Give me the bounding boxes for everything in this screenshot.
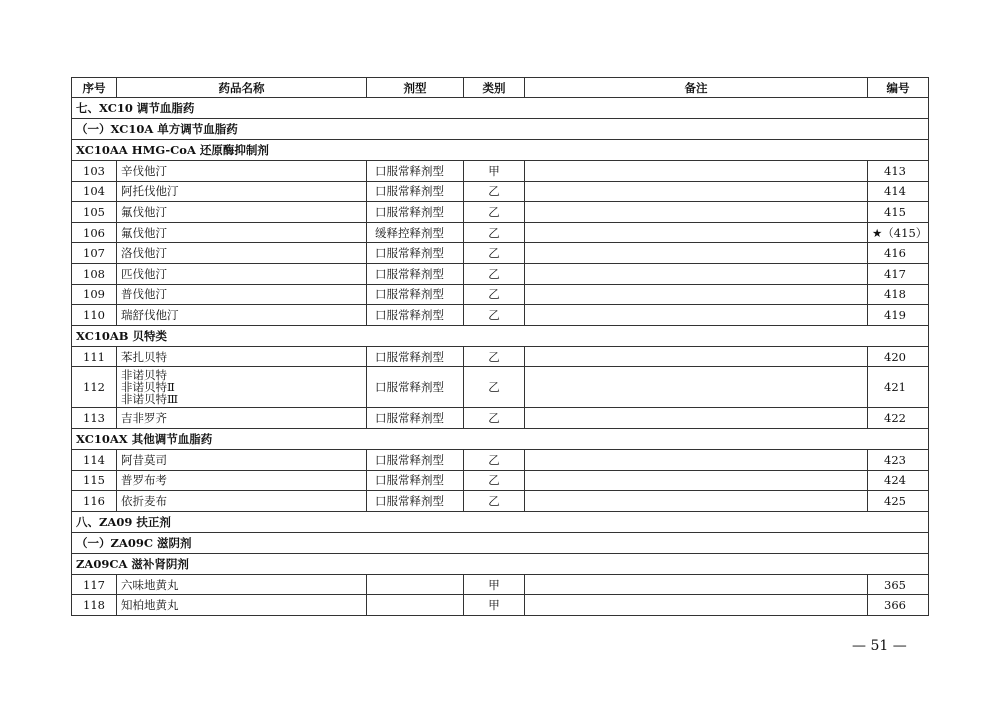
remarks (525, 595, 868, 616)
drug-code: 365 (868, 574, 929, 595)
header-name: 药品名称 (117, 78, 367, 98)
row-number: 104 (72, 181, 117, 202)
section-row (72, 325, 929, 346)
remarks (525, 470, 868, 491)
drug-name-line: 依折麦布 (121, 493, 167, 508)
drug-name-line: 非诺贝特Ⅲ (121, 392, 179, 407)
table-row (72, 284, 929, 305)
drug-name (117, 367, 367, 408)
row-number: 118 (72, 595, 117, 616)
table-row (72, 222, 929, 243)
drug-category: 乙 (464, 491, 525, 512)
drug-name-line: 辛伐他汀 (121, 163, 167, 178)
remarks (525, 263, 868, 284)
row-number: 106 (72, 222, 117, 243)
drug-code: 416 (868, 243, 929, 264)
row-number: 114 (72, 449, 117, 470)
drug-name-line: 氟伐他汀 (121, 225, 167, 240)
table-row (72, 305, 929, 326)
drug-name-line: 普伐他汀 (121, 287, 167, 302)
page-number: — 51 — (852, 638, 907, 654)
table-row (72, 263, 929, 284)
drug-name (117, 408, 367, 429)
row-number: 108 (72, 263, 117, 284)
section-row (72, 140, 929, 161)
header-row (72, 78, 929, 98)
remarks (525, 202, 868, 223)
section-row (72, 428, 929, 449)
drug-name-line: 阿托伐他汀 (121, 184, 179, 199)
drug-category: 乙 (464, 263, 525, 284)
table-row (72, 243, 929, 264)
drug-code: 423 (868, 449, 929, 470)
drug-name (117, 243, 367, 264)
drug-code: 366 (868, 595, 929, 616)
drug-name-line: 瑞舒伐他汀 (121, 307, 179, 322)
dosage-form: 口服常释剂型 (367, 202, 464, 223)
remarks (525, 161, 868, 182)
dosage-form: 口服常释剂型 (367, 243, 464, 264)
remarks (525, 346, 868, 367)
drug-category: 乙 (464, 181, 525, 202)
dosage-form: 口服常释剂型 (367, 449, 464, 470)
drug-category: 乙 (464, 305, 525, 326)
dosage-form: 口服常释剂型 (367, 408, 464, 429)
remarks (525, 491, 868, 512)
drug-category: 乙 (464, 449, 525, 470)
drug-code: 424 (868, 470, 929, 491)
section-row (72, 532, 929, 553)
drug-category: 乙 (464, 367, 525, 408)
remarks (525, 574, 868, 595)
section-row (72, 98, 929, 119)
row-number: 112 (72, 367, 117, 408)
remarks (525, 181, 868, 202)
drug-name-line: 非诺贝特Ⅱ (121, 380, 175, 395)
header-category: 类别 (464, 78, 525, 98)
drug-code: 418 (868, 284, 929, 305)
table-row (72, 574, 929, 595)
drug-category: 乙 (464, 202, 525, 223)
table-row (72, 181, 929, 202)
table-row (72, 367, 929, 408)
remarks (525, 243, 868, 264)
row-number: 110 (72, 305, 117, 326)
remarks (525, 449, 868, 470)
drug-name (117, 491, 367, 512)
dosage-form: 口服常释剂型 (367, 161, 464, 182)
remarks (525, 284, 868, 305)
header-form: 剂型 (367, 78, 464, 98)
dosage-form: 口服常释剂型 (367, 181, 464, 202)
dosage-form: 口服常释剂型 (367, 470, 464, 491)
drug-name (117, 470, 367, 491)
dosage-form: 口服常释剂型 (367, 305, 464, 326)
row-number: 113 (72, 408, 117, 429)
drug-category: 乙 (464, 243, 525, 264)
section-row (72, 553, 929, 574)
dosage-form: 口服常释剂型 (367, 491, 464, 512)
dosage-form: 口服常释剂型 (367, 284, 464, 305)
remarks (525, 222, 868, 243)
drug-table (71, 77, 929, 616)
drug-name (117, 222, 367, 243)
drug-code: 414 (868, 181, 929, 202)
drug-name (117, 305, 367, 326)
section-title: （一）XC10A 单方调节血脂药 (72, 119, 929, 140)
drug-code: 425 (868, 491, 929, 512)
table-row (72, 470, 929, 491)
section-title: ZA09CA 滋补肾阴剂 (72, 553, 929, 574)
drug-name (117, 284, 367, 305)
drug-name (117, 595, 367, 616)
drug-category: 甲 (464, 161, 525, 182)
row-number: 105 (72, 202, 117, 223)
row-number: 116 (72, 491, 117, 512)
dosage-form (367, 595, 464, 616)
drug-name-line: 吉非罗齐 (121, 411, 167, 426)
header-remarks: 备注 (525, 78, 868, 98)
row-number: 107 (72, 243, 117, 264)
drug-code: 420 (868, 346, 929, 367)
table-row (72, 595, 929, 616)
row-number: 103 (72, 161, 117, 182)
row-number: 111 (72, 346, 117, 367)
drug-code: 419 (868, 305, 929, 326)
drug-category: 乙 (464, 284, 525, 305)
header-code: 编号 (868, 78, 929, 98)
drug-category: 甲 (464, 574, 525, 595)
drug-name-line: 洛伐他汀 (121, 246, 167, 261)
dosage-form: 口服常释剂型 (367, 346, 464, 367)
drug-name-line: 非诺贝特 (121, 368, 167, 383)
drug-category: 甲 (464, 595, 525, 616)
remarks (525, 367, 868, 408)
drug-code: 417 (868, 263, 929, 284)
drug-category: 乙 (464, 346, 525, 367)
table-row (72, 449, 929, 470)
drug-name-line: 六味地黄丸 (121, 577, 179, 592)
drug-category: 乙 (464, 470, 525, 491)
row-number: 115 (72, 470, 117, 491)
section-title: 七、XC10 调节血脂药 (72, 98, 929, 119)
section-title: XC10AA HMG-CoA 还原酶抑制剂 (72, 140, 929, 161)
table-body (72, 98, 929, 616)
section-row (72, 119, 929, 140)
drug-name (117, 449, 367, 470)
remarks (525, 305, 868, 326)
dosage-form: 口服常释剂型 (367, 263, 464, 284)
table-row (72, 346, 929, 367)
drug-code: 422 (868, 408, 929, 429)
table-row (72, 161, 929, 182)
drug-code: 415 (868, 202, 929, 223)
table-row (72, 202, 929, 223)
drug-name (117, 346, 367, 367)
drug-code: ★（415） (868, 222, 929, 243)
drug-category: 乙 (464, 408, 525, 429)
section-title: 八、ZA09 扶正剂 (72, 511, 929, 532)
dosage-form: 缓释控释剂型 (367, 222, 464, 243)
section-title: XC10AX 其他调节血脂药 (72, 428, 929, 449)
section-title: XC10AB 贝特类 (72, 325, 929, 346)
drug-name (117, 263, 367, 284)
row-number: 109 (72, 284, 117, 305)
drug-code: 421 (868, 367, 929, 408)
drug-name-line: 匹伐他汀 (121, 266, 167, 281)
table-header (72, 78, 929, 98)
dosage-form: 口服常释剂型 (367, 367, 464, 408)
table-row (72, 408, 929, 429)
remarks (525, 408, 868, 429)
section-title: （一）ZA09C 滋阴剂 (72, 532, 929, 553)
header-no: 序号 (72, 78, 117, 98)
drug-name-line: 氟伐他汀 (121, 204, 167, 219)
section-row (72, 511, 929, 532)
drug-name (117, 202, 367, 223)
drug-name-line: 阿昔莫司 (121, 452, 167, 467)
drug-category: 乙 (464, 222, 525, 243)
drug-name-line: 知柏地黄丸 (121, 598, 179, 613)
drug-name-line: 普罗布考 (121, 473, 167, 488)
row-number: 117 (72, 574, 117, 595)
table-row (72, 491, 929, 512)
drug-name-line: 苯扎贝特 (121, 349, 167, 364)
drug-name (117, 161, 367, 182)
drug-name (117, 181, 367, 202)
dosage-form (367, 574, 464, 595)
drug-name (117, 574, 367, 595)
drug-code: 413 (868, 161, 929, 182)
